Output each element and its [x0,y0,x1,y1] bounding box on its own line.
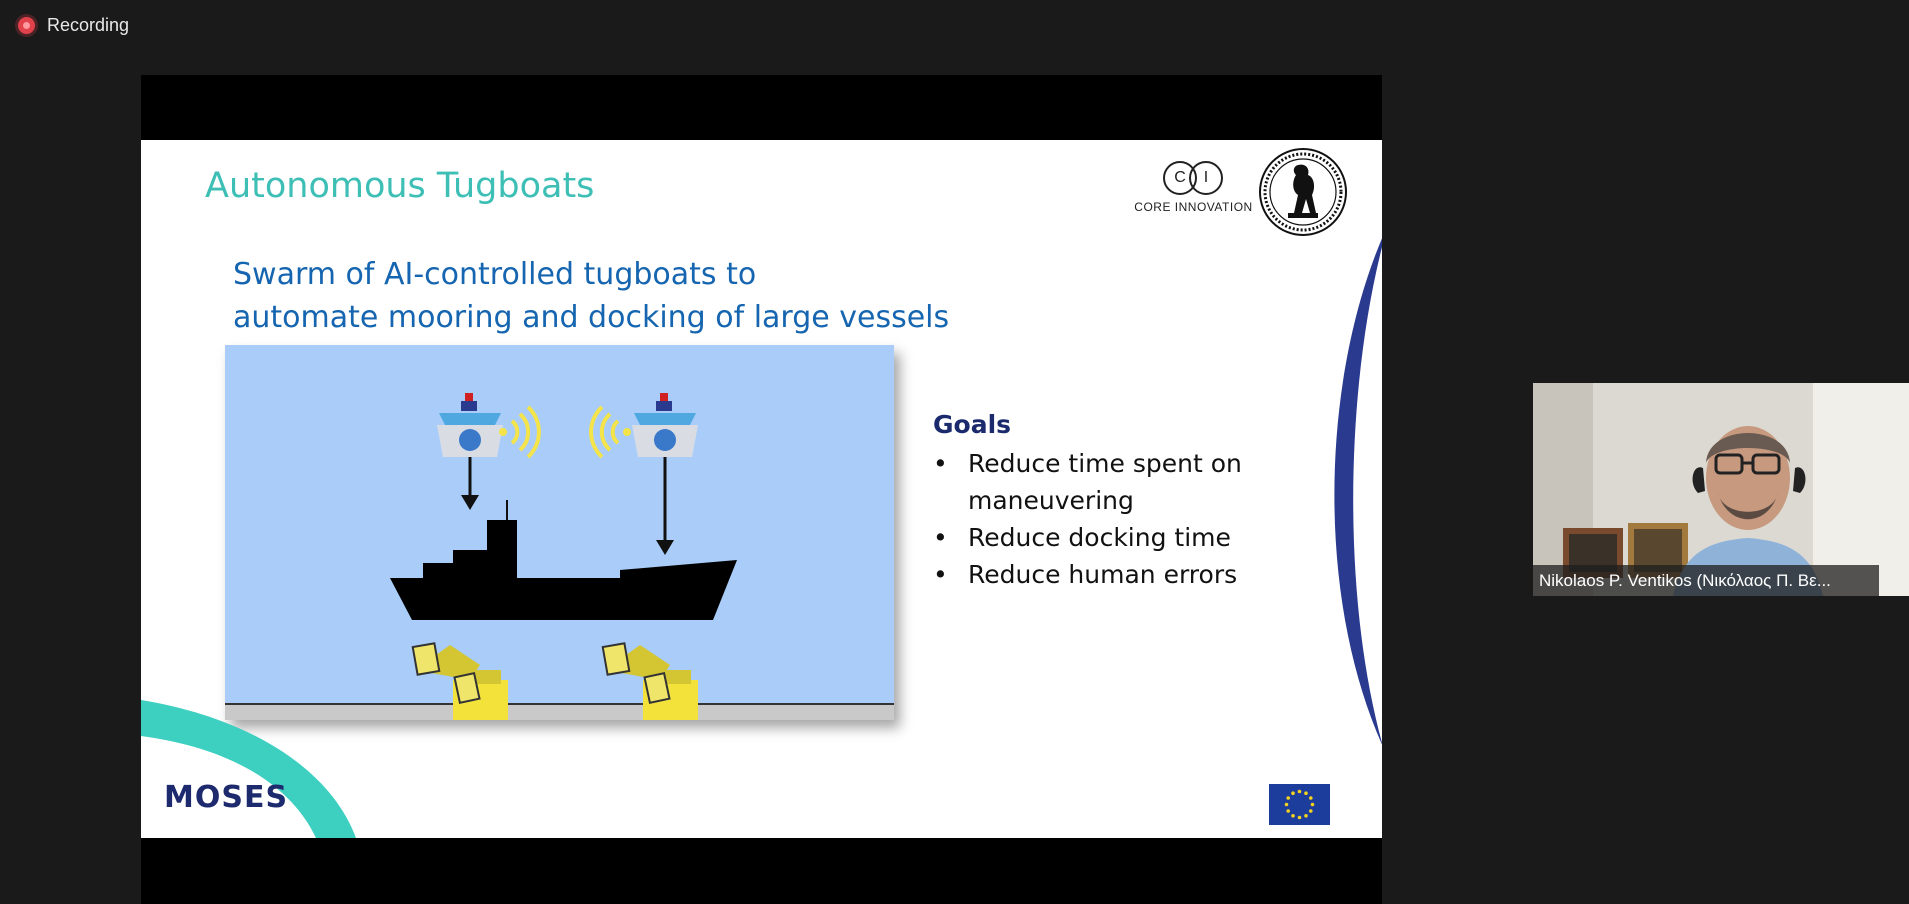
brain-icon [654,429,676,451]
eu-flag-icon [1269,784,1330,825]
slide-title: Autonomous Tugboats [205,166,595,206]
goal-item: • Reduce human errors [933,556,1263,593]
subtitle-line-2: automate mooring and docking of large vessels [233,300,950,335]
core-innovation-logo [1131,158,1256,224]
moses-logo: MOSES [164,780,289,815]
goals-heading: Goals [933,410,1012,439]
presentation-slide [141,140,1382,838]
decorative-arc [1262,140,1382,838]
recording-label: Recording [47,14,130,35]
goal-item: • Reduce time spent on maneuvering [933,445,1263,519]
moses-corner-arc [141,700,391,838]
recording-indicator[interactable] [18,14,129,36]
university-seal-icon [1258,147,1348,237]
ci-rings [1131,158,1256,194]
brain-icon [459,429,481,451]
partner-logo-caption: CORE INNOVATION [1134,200,1253,214]
subtitle-line-1: Swarm of AI-controlled tugboats to [233,257,757,292]
tugboat-illustration [225,345,894,720]
ci-letter-i: I [1189,161,1223,195]
slide-subtitle [233,253,1033,339]
participant-name: Nikolaos P. Ventikos (Νικόλαος Π. Βε... [1533,565,1879,596]
participant-video-tile[interactable] [1533,383,1909,596]
ci-letter-c: C [1163,161,1197,195]
goals-list [933,445,1263,593]
recording-dot-icon [18,17,35,34]
goal-item: • Reduce docking time [933,519,1263,556]
goals-panel [933,408,1263,593]
